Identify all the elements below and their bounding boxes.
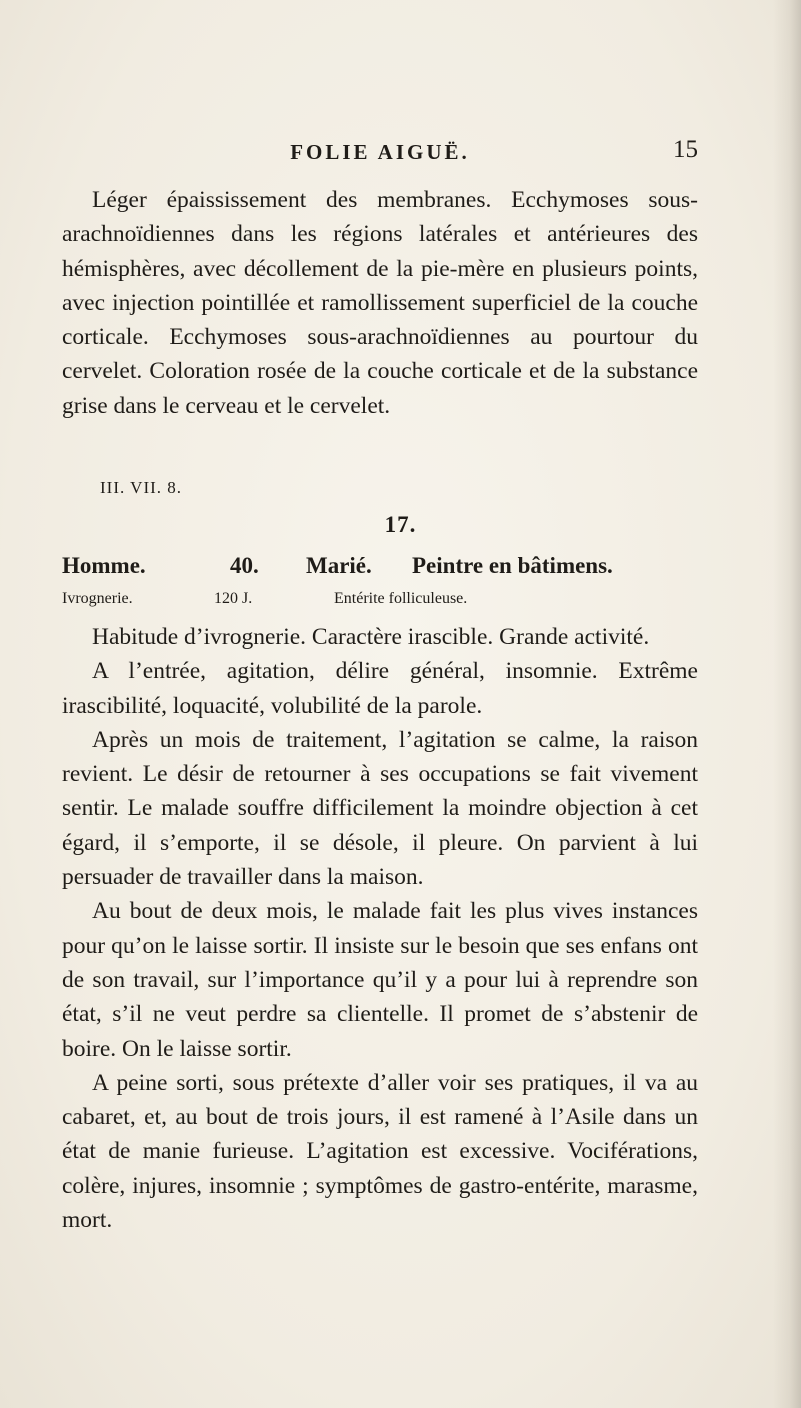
- case-paragraph: A l’entrée, agitation, délire général, insomnie. Extrême irascibilité, loquacité, volubilité de la parole.: [62, 658, 698, 719]
- autopsy-text: Léger épaississement des membranes. Ecchymoses sous-arachnoïdiennes dans les régions latérales et antérieures des hémisphères, avec décollement de la pie-mère en plusieurs points, avec injection pointillée et ramollissement superficiel de la couche corticale. Ecchymoses sous-arachnoïdiennes au pourtour du cervelet. Coloration rosée de la couche corticale et de la substance grise dans le cerveau et le cervelet.: [62, 187, 698, 419]
- case-paragraph: Au bout de deux mois, le malade fait les plus vives instances pour qu’on le laisse sortir. Il insiste sur le besoin que ses enfans ont de son travail, sur l’importance qu’il y a pour lui à reprendre son état, s’il ne veut perdre sa clientelle. Il promet de s’abstenir de boire. On le laisse sortir.: [62, 898, 698, 1062]
- case-header: [62, 553, 698, 583]
- page-number: 15: [673, 136, 698, 163]
- autopsy-paragraph: [62, 183, 698, 423]
- case-marital-status: Marié.: [306, 553, 372, 578]
- case-age: 40.: [230, 553, 259, 578]
- case-sex: Homme.: [62, 553, 146, 578]
- case-profession: Peintre en bâtimens.: [412, 553, 613, 578]
- case-duration: 120 J.: [214, 590, 253, 607]
- running-title: FOLIE AIGUË.: [290, 140, 470, 164]
- case-cause: Ivrognerie.: [62, 590, 133, 607]
- case-paragraph: Habitude d’ivrognerie. Caractère irascible. Grande activité.: [92, 624, 650, 650]
- case-paragraph: Après un mois de traitement, l’agitation se calme, la raison revient. Le désir de retourner à ses occupations se fait vivement sentir. Le malade souffre difficilement la moindre objection à cet égard, il s’emporte, il se désole, il pleure. On parvient à lui persuader de travailler dans la maison.: [62, 726, 698, 891]
- case-subheader: [62, 590, 698, 614]
- case-narrative: [62, 620, 698, 1237]
- running-head: [62, 136, 698, 170]
- case-number: 17.: [384, 512, 417, 537]
- case-paragraph: A peine sorti, sous prétexte d’aller voir ses pratiques, il va au cabaret, et, au bout de trois jours, il est ramené à l’Asile dans un état de manie furieuse. L’agitation est excessive. Vociférations, colère, injures, insomnie ; symptômes de gastro-entérite, marasme, mort.: [62, 1069, 698, 1234]
- page-edge-shadow: [773, 0, 801, 1408]
- observation-reference: III. VII. 8.: [100, 478, 183, 497]
- case-lesion: Entérite folliculeuse.: [334, 590, 468, 607]
